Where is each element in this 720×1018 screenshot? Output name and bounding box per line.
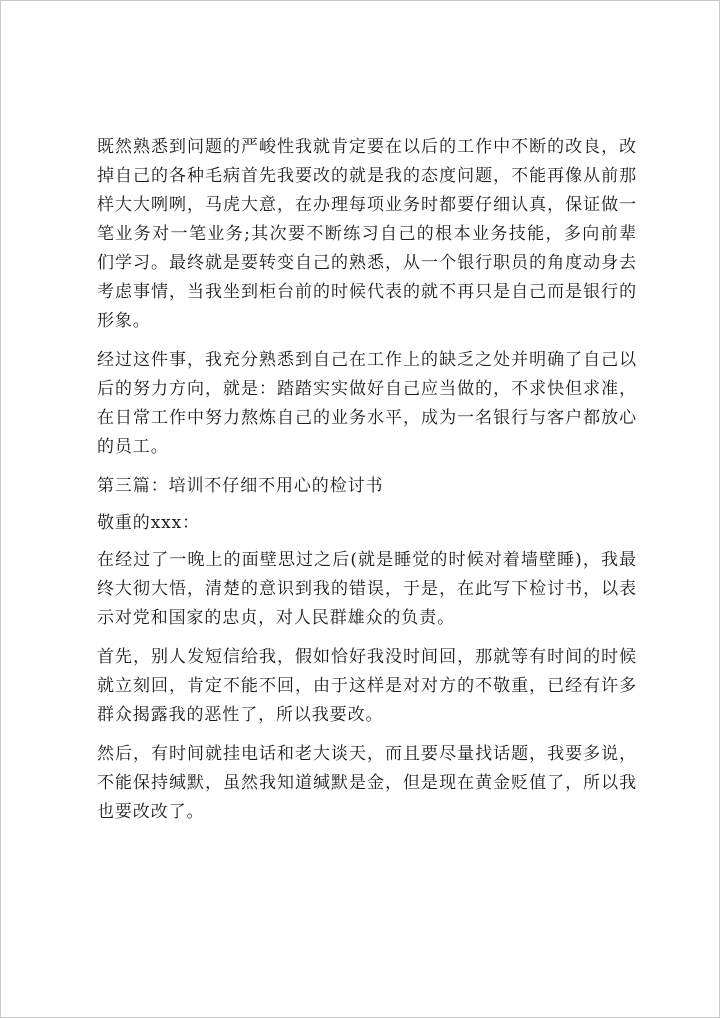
paragraph-reflection: 经过这件事，我充分熟悉到自己在工作上的缺乏之处并明确了自己以后的努力方向，就是：踏踏实实做好自己应当做的，不求快但求准，在日常工作中努力熬炼自己的业务水平，成为一名银行与客户都放心的员工。 (97, 350, 637, 457)
section-title: 第三篇：培训不仔细不用心的检讨书 (97, 476, 384, 496)
document-body (97, 133, 637, 837)
paragraph-improvement-plan: 既然熟悉到问题的严峻性我就肯定要在以后的工作中不断的改良，改掉自己的各种毛病首先我要改的就是我的态度问题，不能再像从前那样大大咧咧，马虎大意，在办理每项业务时都要仔细认真，保证做一笔业务对一笔业务;其次要不断练习自己的根本业务技能，多向前辈们学习。最终就是要转变自己的熟悉，从一个银行职员的角度动身去考虑事情，当我坐到柜台前的时候代表的就不再只是自己而是银行的形象。 (97, 137, 637, 331)
paragraph-introduction: 在经过了一晚上的面壁思过之后(就是睡觉的时候对着墙壁睡)，我最终大彻大悟，清楚的意识到我的错误，于是，在此写下检讨书，以表示对党和国家的忠贞，对人民群雄众的负责。 (97, 550, 637, 628)
paragraph-first-point: 首先，别人发短信给我，假如恰好我没时间回，那就等有时间的时候就立刻回，肯定不能不回，由于这样是对对方的不敬重，已经有许多群众揭露我的恶性了，所以我要改。 (97, 647, 637, 725)
salutation: 敬重的xxx： (97, 513, 201, 533)
paragraph-second-point: 然后，有时间就挂电话和老大谈天，而且要尽量找话题，我要多说，不能保持缄默，虽然我知道缄默是金，但是现在黄金贬值了，所以我也要改改了。 (97, 744, 637, 822)
